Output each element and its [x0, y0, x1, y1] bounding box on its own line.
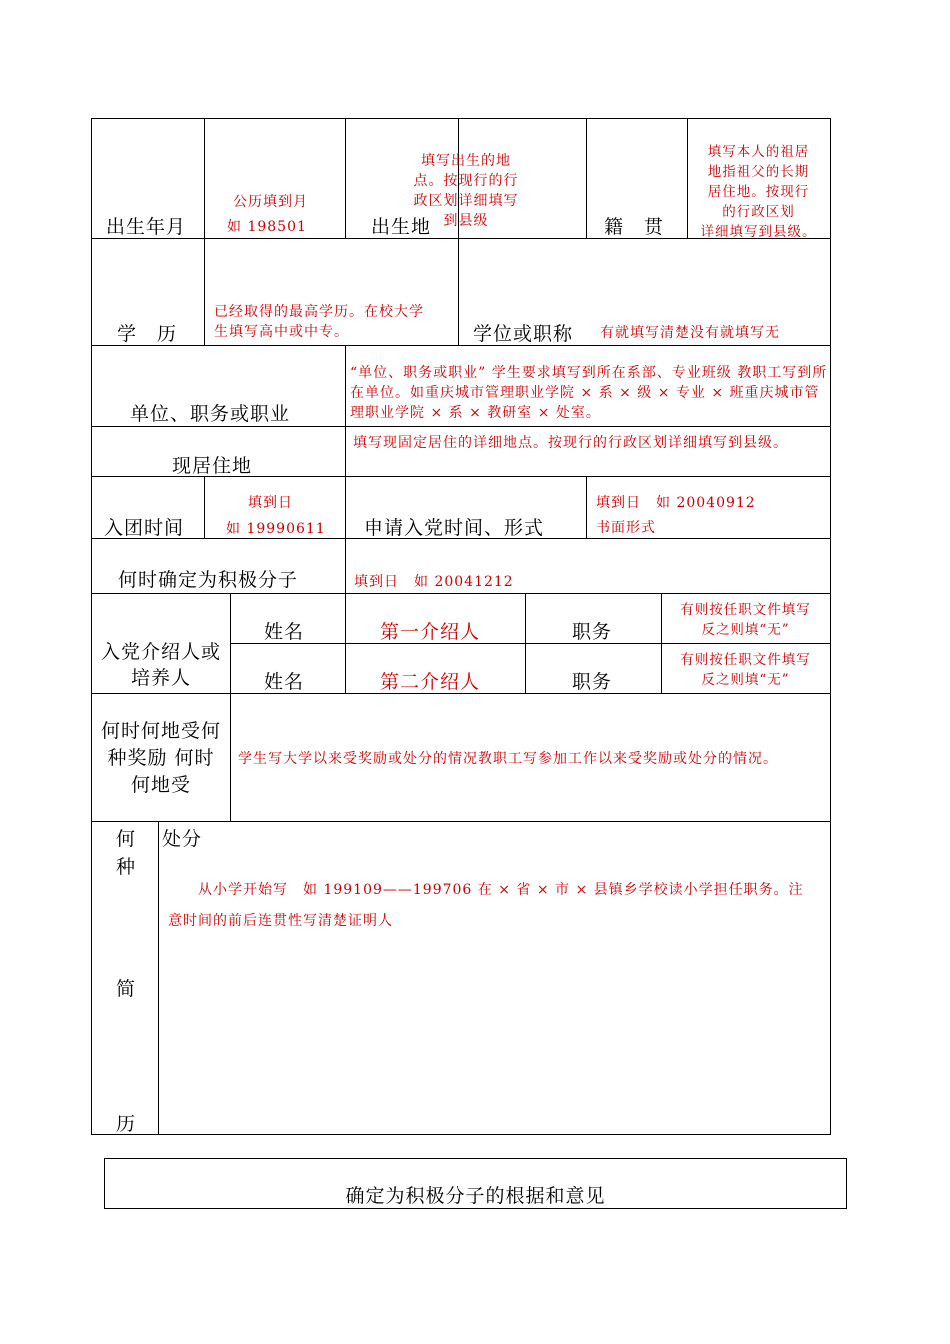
activist-date-hint: 填到日 如 20041212 [354, 574, 514, 590]
activist-opinion-box [104, 1158, 847, 1209]
col-divider [158, 821, 159, 1134]
duty-label-2: 职务 [572, 671, 613, 693]
duty-hint-2: 有则按任职文件填写 反之则填“无” [680, 652, 811, 688]
name-label-2: 姓名 [264, 671, 305, 693]
row-divider [92, 345, 830, 346]
degree-title-label: 学位或职称 [473, 323, 574, 345]
col-divider [345, 476, 346, 538]
introducer-label: 入党介绍人或 培养人 [100, 641, 221, 689]
col-divider [204, 238, 205, 345]
education-label: 学 历 [117, 323, 178, 345]
residence-hint: 填写现固定居住的详细地点。按现行的行政区划详细填写到县级。 [353, 435, 788, 451]
birthplace-hint: 填写出生的地 点。按现行的行 政区划详细填写 到县级 [413, 153, 519, 229]
birth-date-hint-1: 公历填到月 [233, 194, 308, 210]
birthplace-label: 出生地 [371, 216, 432, 238]
resume-side-label-1: 何 [116, 828, 137, 850]
resume-hint: 从小学开始写 如 199109——199706 在 × 省 × 市 × 县镇乡学校读小学担任职务。注意时间的前后连贯性写清楚证明人 [168, 882, 804, 929]
awards-label: 何时何地受何 种奖励 何时 何地受 [100, 720, 221, 796]
col-divider [345, 593, 346, 693]
resume-top-label: 处分 [162, 828, 203, 850]
party-application-hint-1: 填到日 如 20040912 [596, 495, 756, 511]
birth-date-label: 出生年月 [106, 216, 187, 238]
row-divider [92, 426, 830, 427]
activist-date-label: 何时确定为积极分子 [118, 569, 299, 591]
resume-side-label-4: 历 [116, 1113, 137, 1135]
party-application-hint-2: 书面形式 [596, 520, 656, 536]
row-divider [92, 821, 830, 822]
col-divider [345, 345, 346, 476]
first-introducer: 第一介绍人 [380, 621, 481, 643]
row-divider [230, 643, 830, 644]
native-place-hint: 填写本人的祖居 地指祖父的长期 居住地。按现行 的行政区划 详细填写到县级。 [700, 144, 817, 240]
col-divider [345, 538, 346, 593]
work-unit-hint: “单位、职务或职业” 学生要求填写到所在系部、专业班级 教职工写到所在单位。如重庆城市管理职业学院 × 系 × 级 × 专业 × 班重庆城市管理职业学院 × 系 × 教研室 × 处室。 [350, 365, 828, 421]
native-place-label: 籍 贯 [604, 216, 665, 238]
second-introducer: 第二介绍人 [380, 671, 481, 693]
col-divider [525, 593, 526, 693]
col-divider [204, 476, 205, 538]
degree-title-hint: 有就填写清楚没有就填写无 [600, 325, 780, 341]
duty-label-1: 职务 [572, 621, 613, 643]
col-divider [586, 476, 587, 538]
party-application-label: 申请入党时间、形式 [364, 517, 545, 539]
birth-date-hint-2: 如 198501 [227, 219, 307, 235]
league-join-hint-1: 填到日 [248, 495, 293, 511]
application-form-table [91, 118, 831, 1135]
col-divider [204, 119, 205, 238]
residence-label: 现居住地 [172, 455, 253, 477]
education-hint: 已经取得的最高学历。在校大学 生填写高中或中专。 [214, 304, 424, 340]
row-divider [92, 593, 830, 594]
name-label-1: 姓名 [264, 621, 305, 643]
resume-side-label-2: 种 [116, 856, 137, 878]
league-join-label: 入团时间 [104, 517, 185, 539]
league-join-hint-2: 如 19990611 [226, 521, 326, 537]
awards-hint: 学生写大学以来受奖励或处分的情况教职工写参加工作以来受奖励或处分的情况。 [238, 751, 778, 767]
activist-opinion-title: 确定为积极分子的根据和意见 [345, 1185, 606, 1207]
resume-side-label-3: 简 [116, 978, 137, 1000]
work-unit-label: 单位、职务或职业 [130, 403, 291, 425]
duty-hint-1: 有则按任职文件填写 反之则填“无” [680, 602, 811, 638]
col-divider [230, 593, 231, 821]
